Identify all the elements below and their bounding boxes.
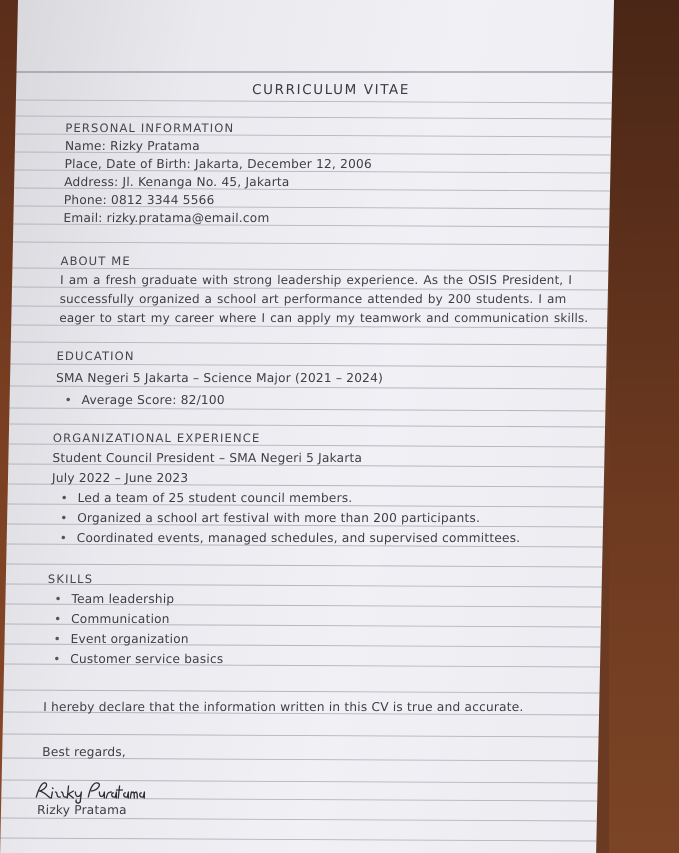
organization-item-1: • Led a team of 25 student council members.: [77, 491, 352, 505]
declaration-text: I hereby declare that the information written in this CV is true and accurate.: [43, 700, 524, 714]
about-line-3: eager to start my career where I can apply my teamwork and communication skills.: [59, 311, 589, 325]
education-school: SMA Negeri 5 Jakarta – Science Major (2021 – 2024): [55, 371, 384, 385]
about-line-1: I am a fresh graduate with strong leadership experience. As the OSIS President, I: [59, 273, 573, 287]
section-heading-skills: SKILLS: [47, 572, 94, 586]
organization-role: Student Council President – SMA Negeri 5 Jakarta: [52, 451, 363, 465]
signed-name: Rizky Pratama: [36, 803, 127, 817]
personal-email: Email: rizky.pratama@email.com: [63, 211, 270, 225]
closing-text: Best regards,: [42, 745, 127, 759]
skill-item-4: • Customer service basics: [70, 652, 223, 666]
section-heading-about: ABOUT ME: [60, 254, 131, 268]
organization-item-3: • Coordinated events, managed schedules, and supervised committees.: [77, 531, 521, 545]
section-heading-organization: ORGANIZATIONAL EXPERIENCE: [52, 431, 261, 445]
about-line-2: successfully organized a school art performance attended by 200 students. I am: [59, 292, 567, 306]
handwritten-signature: [33, 778, 154, 804]
education-score: • Average Score: 82/100: [81, 393, 224, 407]
personal-address: Address: Jl. Kenanga No. 45, Jakarta: [64, 175, 290, 189]
organization-item-2: • Organized a school art festival with more than 200 participants.: [77, 511, 480, 525]
personal-name: Name: Rizky Pratama: [64, 139, 200, 153]
table-surface-right: [609, 0, 679, 853]
section-heading-education: EDUCATION: [56, 349, 135, 363]
skill-item-3: • Event organization: [70, 632, 188, 646]
section-heading-personal: PERSONAL INFORMATION: [65, 121, 235, 135]
skill-item-1: • Team leadership: [71, 592, 174, 606]
page-title: CURRICULUM VITAE: [251, 82, 411, 98]
organization-period: July 2022 – June 2023: [51, 471, 189, 485]
personal-phone: Phone: 0812 3344 5566: [63, 193, 215, 207]
skill-item-2: • Communication: [71, 612, 170, 626]
personal-birth: Place, Date of Birth: Jakarta, December 12, 2006: [64, 157, 373, 171]
